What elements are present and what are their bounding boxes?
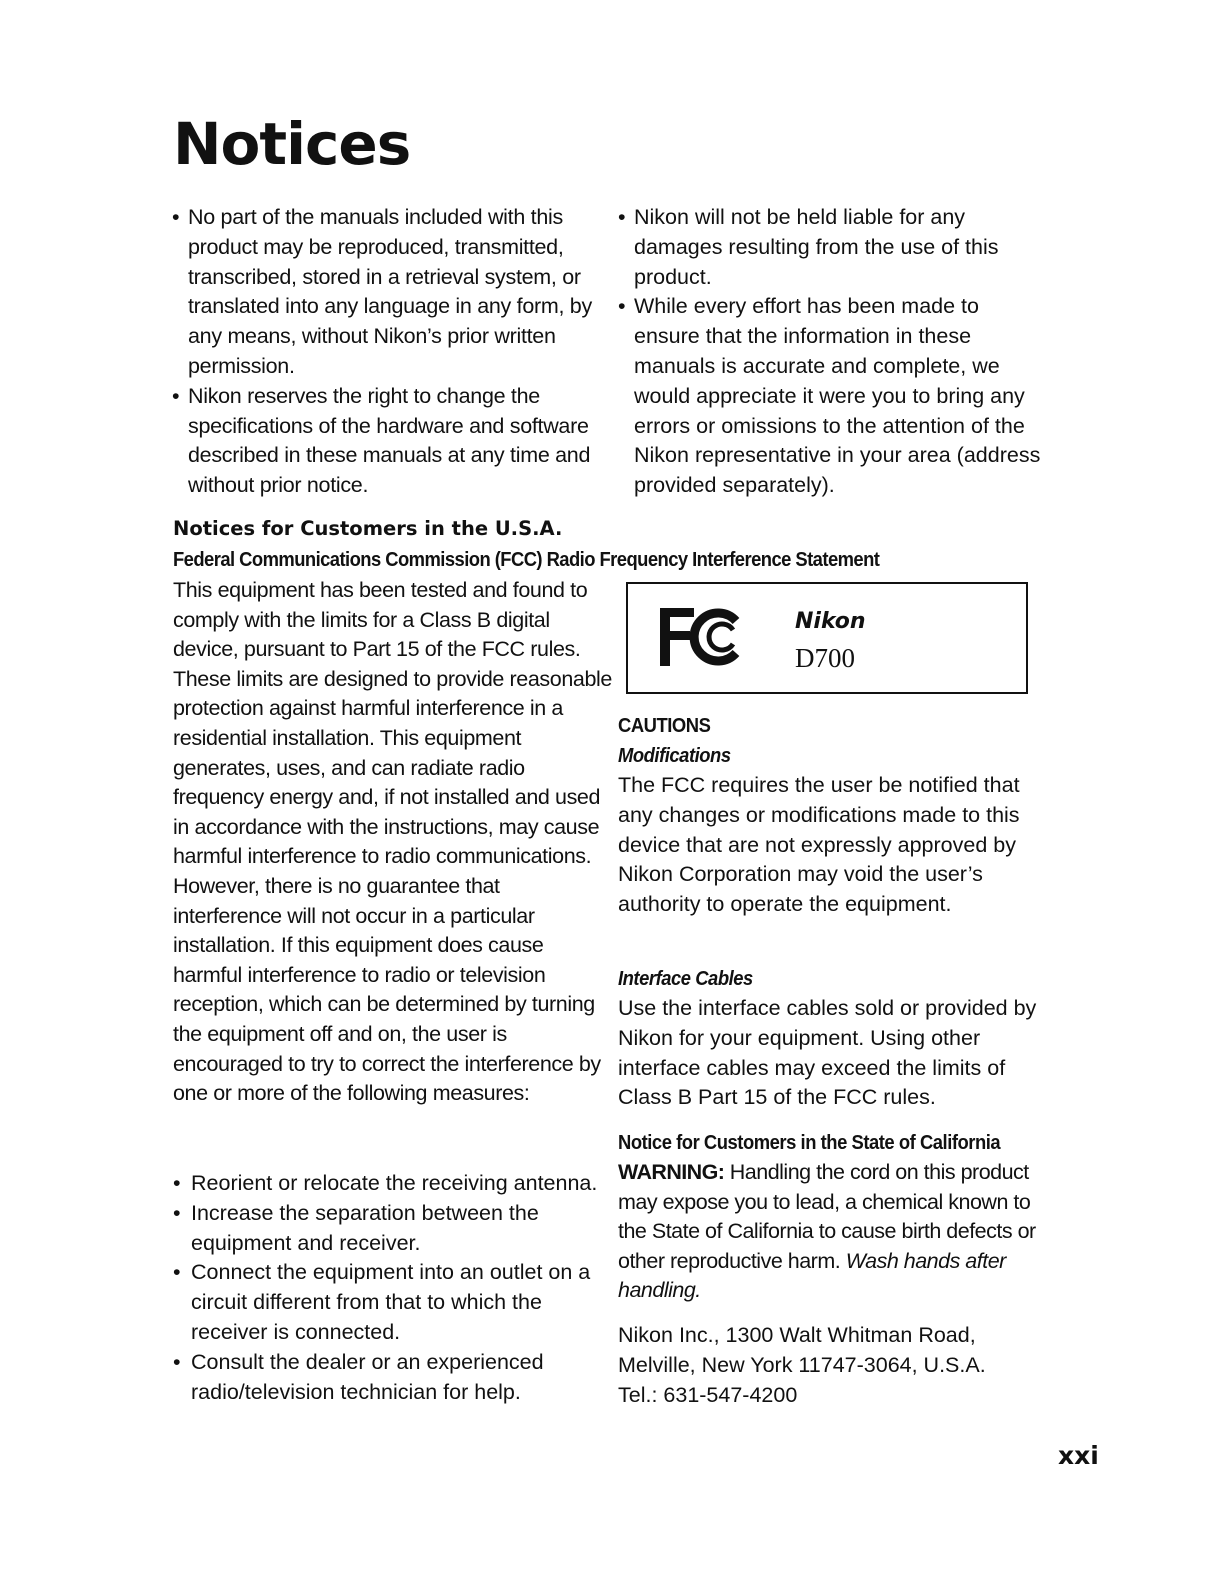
list-item	[618, 292, 1048, 501]
warning-italic-text: Wash hands after handling.	[618, 1248, 1006, 1303]
fcc-label-brand: Nikon	[795, 609, 866, 634]
fcc-compliance-label	[626, 582, 1028, 694]
list-item-text: While every effort has been made to ensure that the information in these manuals is accurate and complete, we would appreciate it were you to bring any errors or omissions to the attention of the Nikon representative in your area (address provided separately).	[634, 294, 1041, 498]
list-item	[618, 203, 1048, 292]
bullet-icon: •	[618, 294, 626, 319]
list-item-text: Increase the separation between the equipment and receiver.	[191, 1200, 539, 1255]
company-address	[618, 1321, 1048, 1410]
fcc-statement-heading: Federal Communications Commission (FCC) Radio Frequency Interference Statement	[173, 549, 880, 571]
list-item	[173, 1348, 613, 1408]
warning-text: Handling the cord on this product may expose you to lead, a chemical known to the State of California to cause birth defects or other reproductive harm.	[618, 1160, 1036, 1273]
bullet-icon: •	[173, 1171, 181, 1195]
bullet-icon: •	[172, 205, 180, 229]
page-number: xxi	[1058, 1441, 1099, 1470]
list-item-text: Connect the equipment into an outlet on a circuit different from that to which the receiver is connected.	[191, 1260, 591, 1344]
list-item	[173, 1258, 613, 1347]
address-phone: Tel.: 631-547-4200	[618, 1382, 798, 1407]
bullet-icon: •	[173, 1260, 181, 1285]
list-item-text: No part of the manuals included with this product may be reproduced, transmitted, transcribed, stored in a retrieval system, or translated into any language in any form, by any means, without Nikon’s prior written permission.	[188, 205, 592, 378]
modifications-heading: Modifications	[618, 745, 731, 767]
list-item-text: Consult the dealer or an experienced radio/television technician for help.	[191, 1349, 544, 1404]
list-item-text: Nikon reserves the right to change the specifications of the hardware and software described in these manuals at any time and without prior notice.	[188, 383, 591, 498]
california-notice-heading: Notice for Customers in the State of California	[618, 1132, 1001, 1154]
fcc-statement-body: This equipment has been tested and found to comply with the limits for a Class B digital device, pursuant to Part 15 of the FCC rules. These limits are designed to provide reasonable protection against harmful interference in a residential installation. This equipment generates, uses, and can radiate radio frequency energy and, if not installed and used in accordance with the instructions, may cause harmful interference to radio communications. However, there is no guarantee that interference will not occur in a particular installation. If this equipment does cause harmful interference to radio or television reception, which can be determined by turning the equipment off and on, the user is encouraged to try to correct the interference by one or more of the following measures:	[173, 578, 612, 1106]
interface-cables-heading: Interface Cables	[618, 968, 753, 990]
address-line: Nikon Inc., 1300 Walt Whitman Road,	[618, 1323, 976, 1347]
bullet-icon: •	[618, 205, 626, 229]
address-line: Melville, New York 11747-3064, U.S.A.	[618, 1352, 986, 1377]
cautions-heading: CAUTIONS	[618, 715, 711, 737]
general-notices-left	[172, 203, 602, 501]
usa-notices-heading: Notices for Customers in the U.S.A.	[173, 517, 563, 540]
list-item	[172, 203, 602, 382]
bullet-icon: •	[173, 1349, 181, 1374]
interference-measures-list	[173, 1169, 613, 1407]
list-item	[173, 1169, 613, 1199]
modifications-body: The FCC requires the user be notified that any changes or modifications made to this device that are not expressly approved by Nikon Corporation may void the user’s authority to operate the equipment.	[618, 773, 1020, 917]
interface-cables-body: Use the interface cables sold or provided by Nikon for your equipment. Using other interface cables may exceed the limits of Class B Part 15 of the FCC rules.	[618, 996, 1037, 1110]
fcc-label-model: D700	[795, 643, 855, 673]
california-warning	[618, 1158, 1048, 1306]
list-item	[172, 382, 602, 501]
general-notices-right	[618, 203, 1048, 501]
bullet-icon: •	[172, 383, 180, 408]
list-item	[173, 1199, 613, 1259]
warning-label: WARNING:	[618, 1160, 725, 1184]
list-item-text: Reorient or relocate the receiving antenna.	[191, 1171, 598, 1195]
list-item-text: Nikon will not be held liable for any damages resulting from the use of this product.	[634, 205, 999, 289]
fcc-logo-icon	[654, 602, 750, 672]
page-title: Notices	[173, 110, 411, 178]
bullet-icon: •	[173, 1200, 181, 1225]
